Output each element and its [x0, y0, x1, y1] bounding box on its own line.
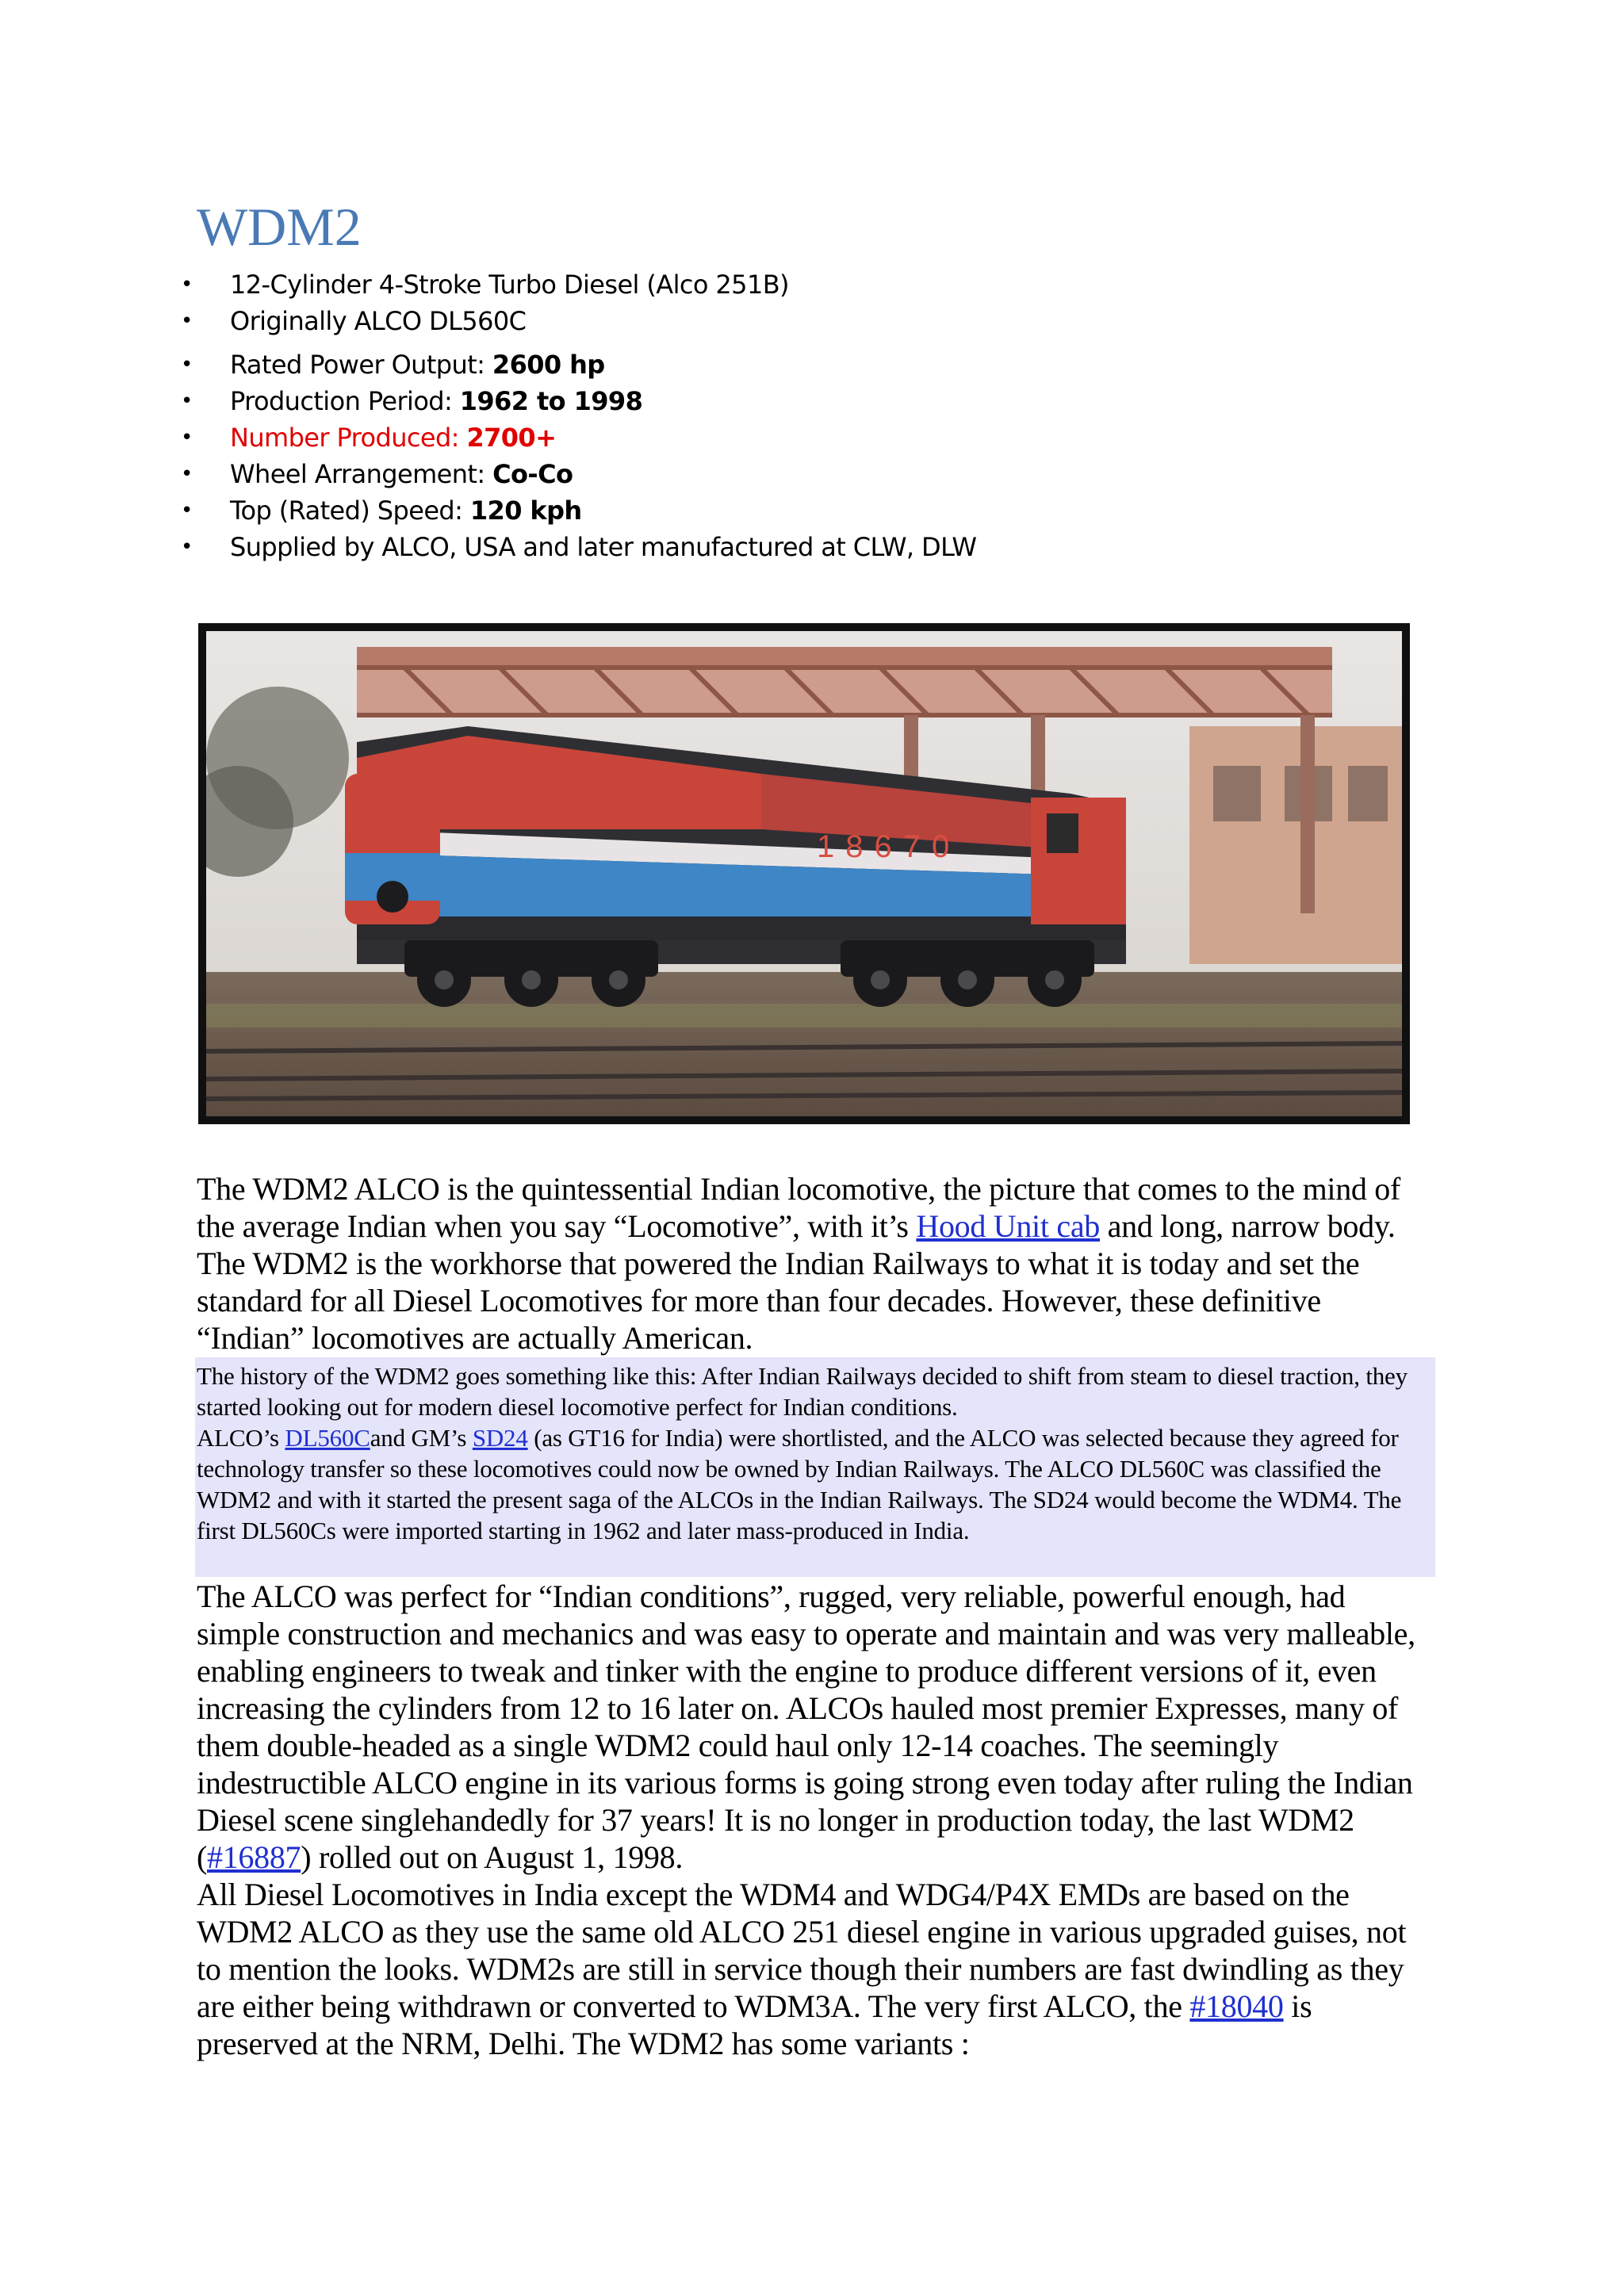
body-text-run: The ALCO was perfect for “Indian conditions”, rugged, very reliable, powerful enough, had simple construction and mechanics and was easy to operate and maintain and was very malleable, enabling engineers to tweak and tinker with the engine to produce different versions of it, even increasing the cylinders from 12 to 16 later on. ALCOs hauled most premier Expresses, many of them double-headed as a single WDM2 could haul only 12-14 coaches. The seemingly indestructible ALCO engine in its various forms is going strong even today after ruling the Indian Diesel scene singlehandedly for 37 years! It is no longer in production today, the last WDM2 (: [197, 1578, 1415, 1875]
spec-label: Top (Rated) Speed:: [230, 496, 470, 526]
history-text: ALCO’s: [197, 1424, 285, 1452]
spec-value: 120 kph: [469, 496, 582, 526]
history-paragraph: [197, 1422, 1434, 1546]
locomotive-photo: [198, 623, 1410, 1124]
body-text: [197, 1578, 1434, 2062]
bullet: •: [181, 353, 193, 377]
body-text-run: ) rolled out on August 1, 1998.: [301, 1839, 684, 1875]
body-paragraph: [197, 1876, 1434, 2062]
history-highlight: [195, 1357, 1435, 1577]
intro-paragraph: [197, 1170, 1434, 1357]
intro-text: The WDM2 ALCO is the quintessential Indian locomotive, the picture that comes to the mind of the average Indian when you say “Locomotive”, with it’s: [197, 1171, 1401, 1244]
bullet: •: [181, 426, 193, 450]
spec-label: 12-Cylinder 4-Stroke Turbo Diesel (Alco 251B): [230, 270, 789, 300]
body-text-run: is preserved at the NRM, Delhi. The WDM2 has some variants :: [197, 1988, 1312, 2061]
spec-label: Number Produced:: [230, 423, 467, 453]
body-paragraph: [197, 1578, 1434, 1876]
spec-label: Originally ALCO DL560C: [230, 306, 527, 336]
bullet: •: [181, 535, 193, 559]
spec-label: Production Period:: [230, 386, 460, 416]
spec-value: 2700+: [466, 423, 557, 453]
page-title: WDM2: [197, 197, 362, 257]
link-18040[interactable]: #18040: [1189, 1988, 1284, 2024]
loco-number: 18670: [817, 829, 961, 864]
history-text: (as GT16 for India) were shortlisted, and the ALCO was selected because they agreed for technology transfer so these locomotives could now be owned by Indian Railways. The ALCO DL560C was classified the WDM2 and with it started the present saga of the ALCOs in the Indian Railways. The SD24 would become the WDM4. The first DL560Cs were imported starting in 1962 and later mass-produced in India.: [197, 1424, 1402, 1544]
spec-value: Co-Co: [492, 459, 573, 489]
hood-unit-cab-link[interactable]: Hood Unit cab: [916, 1208, 1100, 1244]
sd24-link[interactable]: SD24: [472, 1424, 528, 1452]
bullet: •: [181, 273, 193, 297]
spec-value: 1962 to 1998: [459, 386, 643, 416]
spec-label: Wheel Arrangement:: [230, 459, 493, 489]
link-16887[interactable]: #16887: [207, 1839, 301, 1875]
bullet: •: [181, 389, 193, 413]
body-text-run: All Diesel Locomotives in India except the WDM4 and WDG4/P4X EMDs are based on the WDM2 ALCO as they use the same old ALCO 251 diesel engine in various upgraded guises, not to mention the looks. WDM2s are still in service though their numbers are fast dwindling as they are either being withdrawn or converted to WDM3A. The very first ALCO, the: [197, 1877, 1407, 2024]
intro-text: and long, narrow body. The WDM2 is the workhorse that powered the Indian Railways to what it is today and set the standard for all Diesel Locomotives for more than four decades. However, these definitive “Indian” locomotives are actually American.: [197, 1208, 1396, 1356]
bullet: •: [181, 309, 193, 333]
locomotive-illustration: [206, 631, 1402, 1116]
history-text: and GM’s: [370, 1424, 473, 1452]
dl560c-link[interactable]: DL560C: [285, 1424, 370, 1452]
history-paragraph: The history of the WDM2 goes something like this: After Indian Railways decided to shift from steam to diesel traction, they started looking out for modern diesel locomotive perfect for Indian conditions.: [197, 1362, 1408, 1421]
spec-label: Supplied by ALCO, USA and later manufactured at CLW, DLW: [230, 532, 977, 562]
bullet: •: [181, 499, 193, 522]
spec-value: 2600 hp: [492, 350, 605, 380]
bullet: •: [181, 462, 193, 486]
spec-label: Rated Power Output:: [230, 350, 492, 380]
